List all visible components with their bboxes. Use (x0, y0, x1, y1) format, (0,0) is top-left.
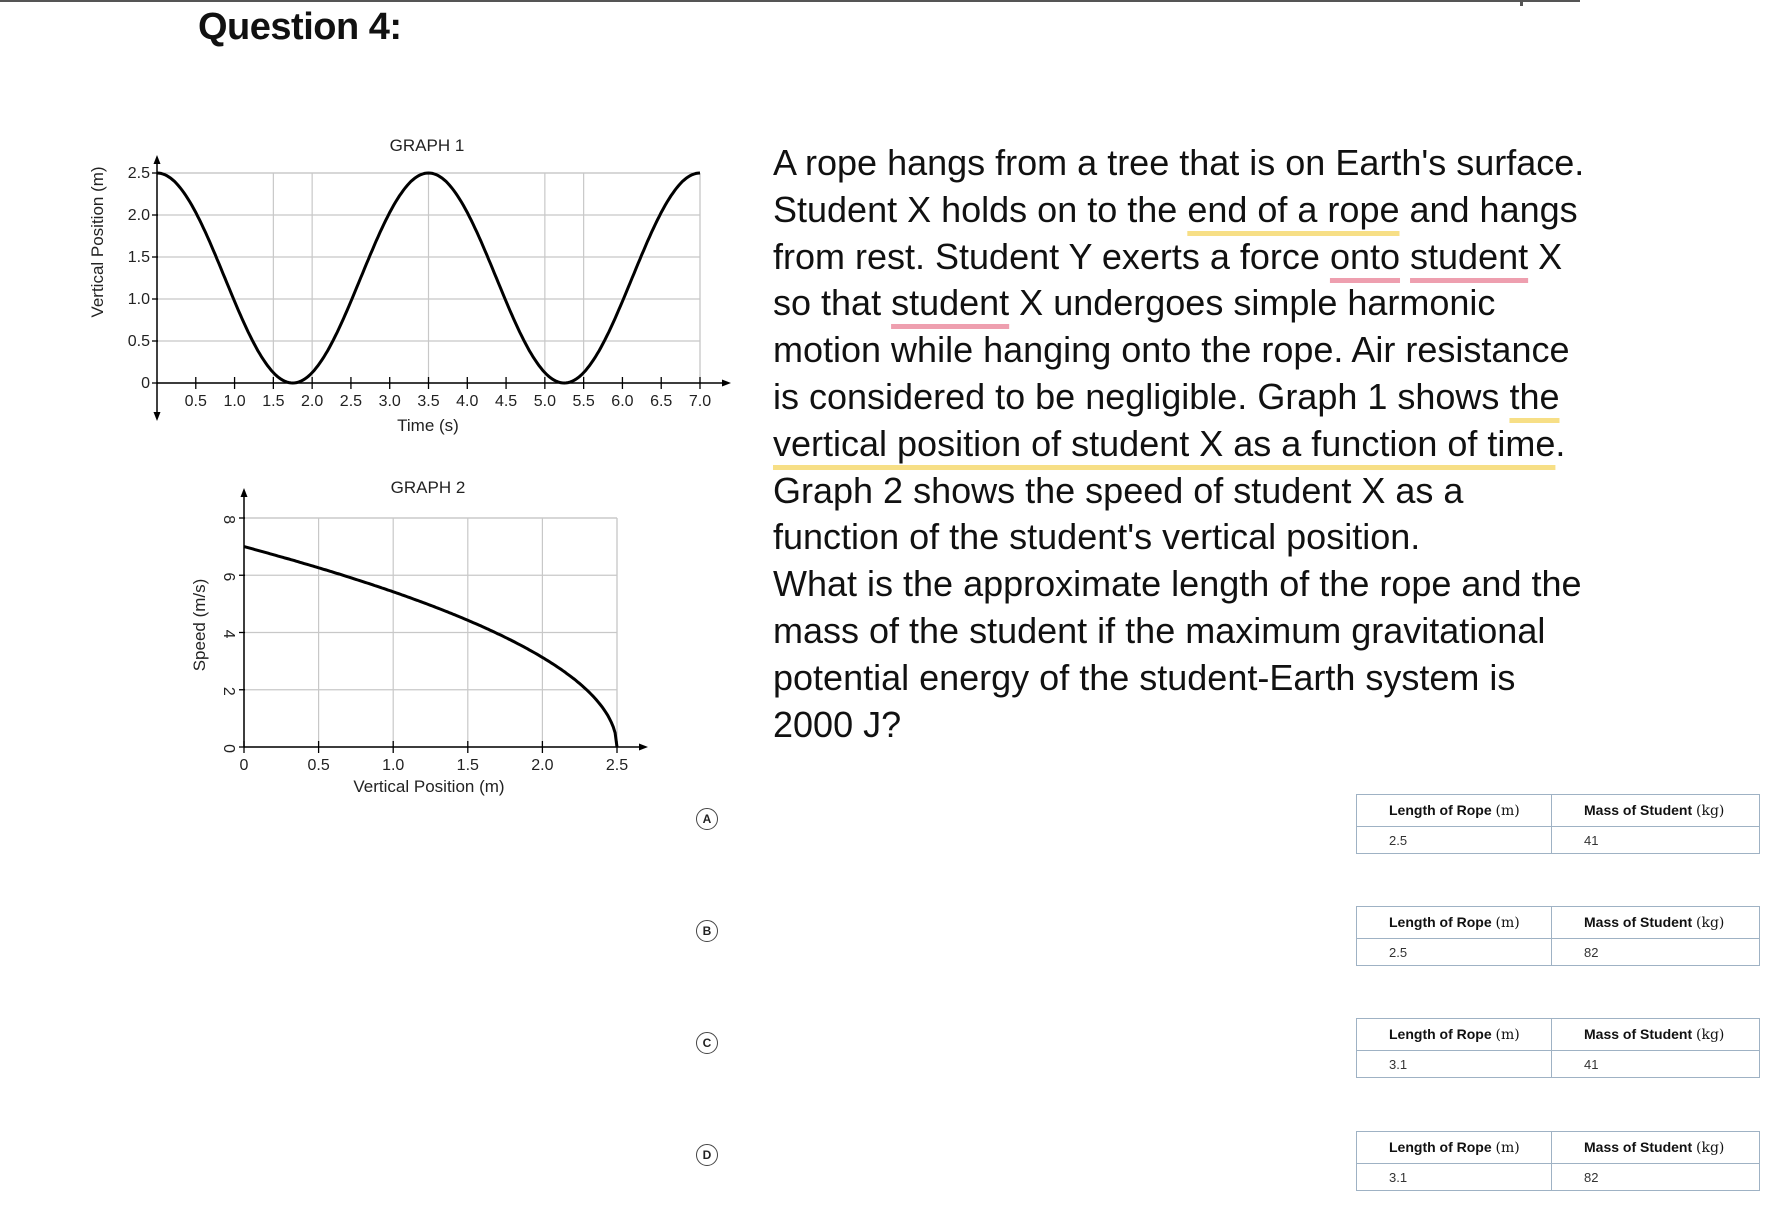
y-tick-label: 0.5 (127, 333, 150, 350)
length-value: 2.5 (1357, 939, 1552, 966)
option-a-table[interactable] (1356, 794, 1760, 854)
x-tick-label: 7.0 (688, 393, 712, 410)
col-mass-header: Mass of Student (kg) (1552, 795, 1760, 827)
prompt-text: X so that (773, 235, 1563, 324)
x-axis-arrow (639, 744, 648, 751)
x-tick-label: 5.5 (572, 393, 595, 410)
x-tick-label: 6.0 (611, 393, 634, 410)
mass-value: 41 (1552, 1051, 1760, 1078)
x-tick-label: 3.0 (378, 393, 401, 410)
y-tick-label: 0 (141, 375, 150, 392)
y-tick-label: 4 (220, 629, 237, 639)
length-value: 3.1 (1357, 1164, 1552, 1191)
y-axis-arrow-up (241, 488, 248, 497)
prompt-text: A rope hangs from a tree that is on Earth's surface. Student X holds on to the (773, 142, 1585, 230)
x-tick-label: 2.5 (339, 393, 363, 410)
option-d-table[interactable] (1356, 1131, 1760, 1191)
x-tick-label: 3.5 (417, 393, 440, 410)
option-c-table[interactable] (1356, 1018, 1760, 1078)
x-tick-label: 1.0 (223, 393, 246, 410)
question-title: Question 4: (198, 6, 402, 48)
graph2-grid (244, 518, 617, 747)
col-length-header: Length of Rope (m) (1357, 907, 1552, 939)
top-divider (0, 0, 1580, 2)
top-divider-tick (1520, 2, 1523, 6)
x-tick-label: 4.0 (456, 393, 479, 410)
mass-value: 41 (1552, 827, 1760, 854)
graph1-title: GRAPH 1 (389, 136, 465, 155)
option-d-radio[interactable]: D (696, 1144, 718, 1166)
y-tick-label: 0 (220, 744, 237, 753)
y-tick-label: 1.5 (127, 249, 150, 266)
mass-value: 82 (1552, 1164, 1760, 1191)
prompt-text: . Graph 2 shows the speed of student X as a function of the student's vertical position. (773, 422, 1566, 558)
col-mass-header: Mass of Student (kg) (1552, 1019, 1760, 1051)
graph-2 (185, 470, 665, 810)
y-axis-arrow-down (154, 412, 161, 421)
y-tick-label: 2 (220, 686, 237, 696)
y-tick-label: 8 (220, 515, 237, 524)
highlight-pink: onto (1329, 235, 1401, 277)
highlight-yellow: end of a rope (1187, 188, 1400, 230)
prompt-text: and hangs from rest. Student Y exerts a force (773, 188, 1578, 277)
graph1-ticks (128, 165, 711, 410)
prompt-paragraph-1 (773, 140, 1593, 561)
x-axis-arrow (722, 380, 731, 387)
graph2-title: GRAPH 2 (390, 478, 466, 497)
x-tick-label: 0 (239, 757, 249, 774)
x-tick-label: 4.5 (494, 393, 518, 410)
graph1-ylabel: Vertical Position (m) (88, 166, 107, 318)
graph2-ticks (220, 515, 628, 774)
graph1-xlabel: Time (s) (397, 416, 459, 435)
graph1-axes (154, 155, 732, 421)
x-tick-label: 1.5 (456, 757, 479, 774)
col-mass-header: Mass of Student (kg) (1552, 1132, 1760, 1164)
x-tick-label: 0.5 (184, 393, 207, 410)
prompt-text (1400, 236, 1410, 277)
question-prompt (773, 140, 1593, 748)
graph2-axes (241, 488, 649, 751)
graph2-xlabel: Vertical Position (m) (353, 777, 505, 796)
col-length-header: Length of Rope (m) (1357, 1019, 1552, 1051)
prompt-paragraph-2: What is the approximate length of the rope and the mass of the student if the maximum gravitational potential energy of the student-Earth system is 2000 J? (773, 563, 1582, 745)
col-length-header: Length of Rope (m) (1357, 795, 1552, 827)
option-c-radio[interactable]: C (696, 1032, 718, 1054)
graph2-series-line (244, 547, 617, 747)
x-tick-label: 1.5 (262, 393, 285, 410)
highlight-yellow: the vertical position of student X as a function of time (773, 375, 1560, 464)
y-tick-label: 2.5 (127, 165, 150, 182)
y-tick-label: 6 (220, 572, 237, 582)
y-axis-arrow-up (154, 155, 161, 164)
mass-value: 82 (1552, 939, 1760, 966)
option-a-radio[interactable]: A (696, 808, 718, 830)
y-tick-label: 1.0 (127, 291, 150, 308)
col-length-header: Length of Rope (m) (1357, 1132, 1552, 1164)
x-tick-label: 6.5 (650, 393, 673, 410)
graph2-ylabel: Speed (m/s) (190, 578, 209, 672)
length-value: 3.1 (1357, 1051, 1552, 1078)
x-tick-label: 1.0 (382, 757, 405, 774)
length-value: 2.5 (1357, 827, 1552, 854)
highlight-pink: student (1410, 235, 1529, 277)
graph-1 (80, 130, 740, 435)
x-tick-label: 2.5 (605, 757, 629, 774)
highlight-pink: student (891, 282, 1010, 324)
option-b-radio[interactable]: B (696, 920, 718, 942)
prompt-text: X undergoes simple harmonic motion while hanging onto the rope. Air resistance is considered to be negligible. Graph 1 shows (773, 282, 1570, 417)
option-b-table[interactable] (1356, 906, 1760, 966)
graph1-grid (157, 173, 700, 383)
x-tick-label: 2.0 (531, 757, 554, 774)
col-mass-header: Mass of Student (kg) (1552, 907, 1760, 939)
x-tick-label: 0.5 (307, 757, 330, 774)
y-tick-label: 2.0 (127, 207, 150, 224)
x-tick-label: 2.0 (301, 393, 324, 410)
x-tick-label: 5.0 (533, 393, 556, 410)
